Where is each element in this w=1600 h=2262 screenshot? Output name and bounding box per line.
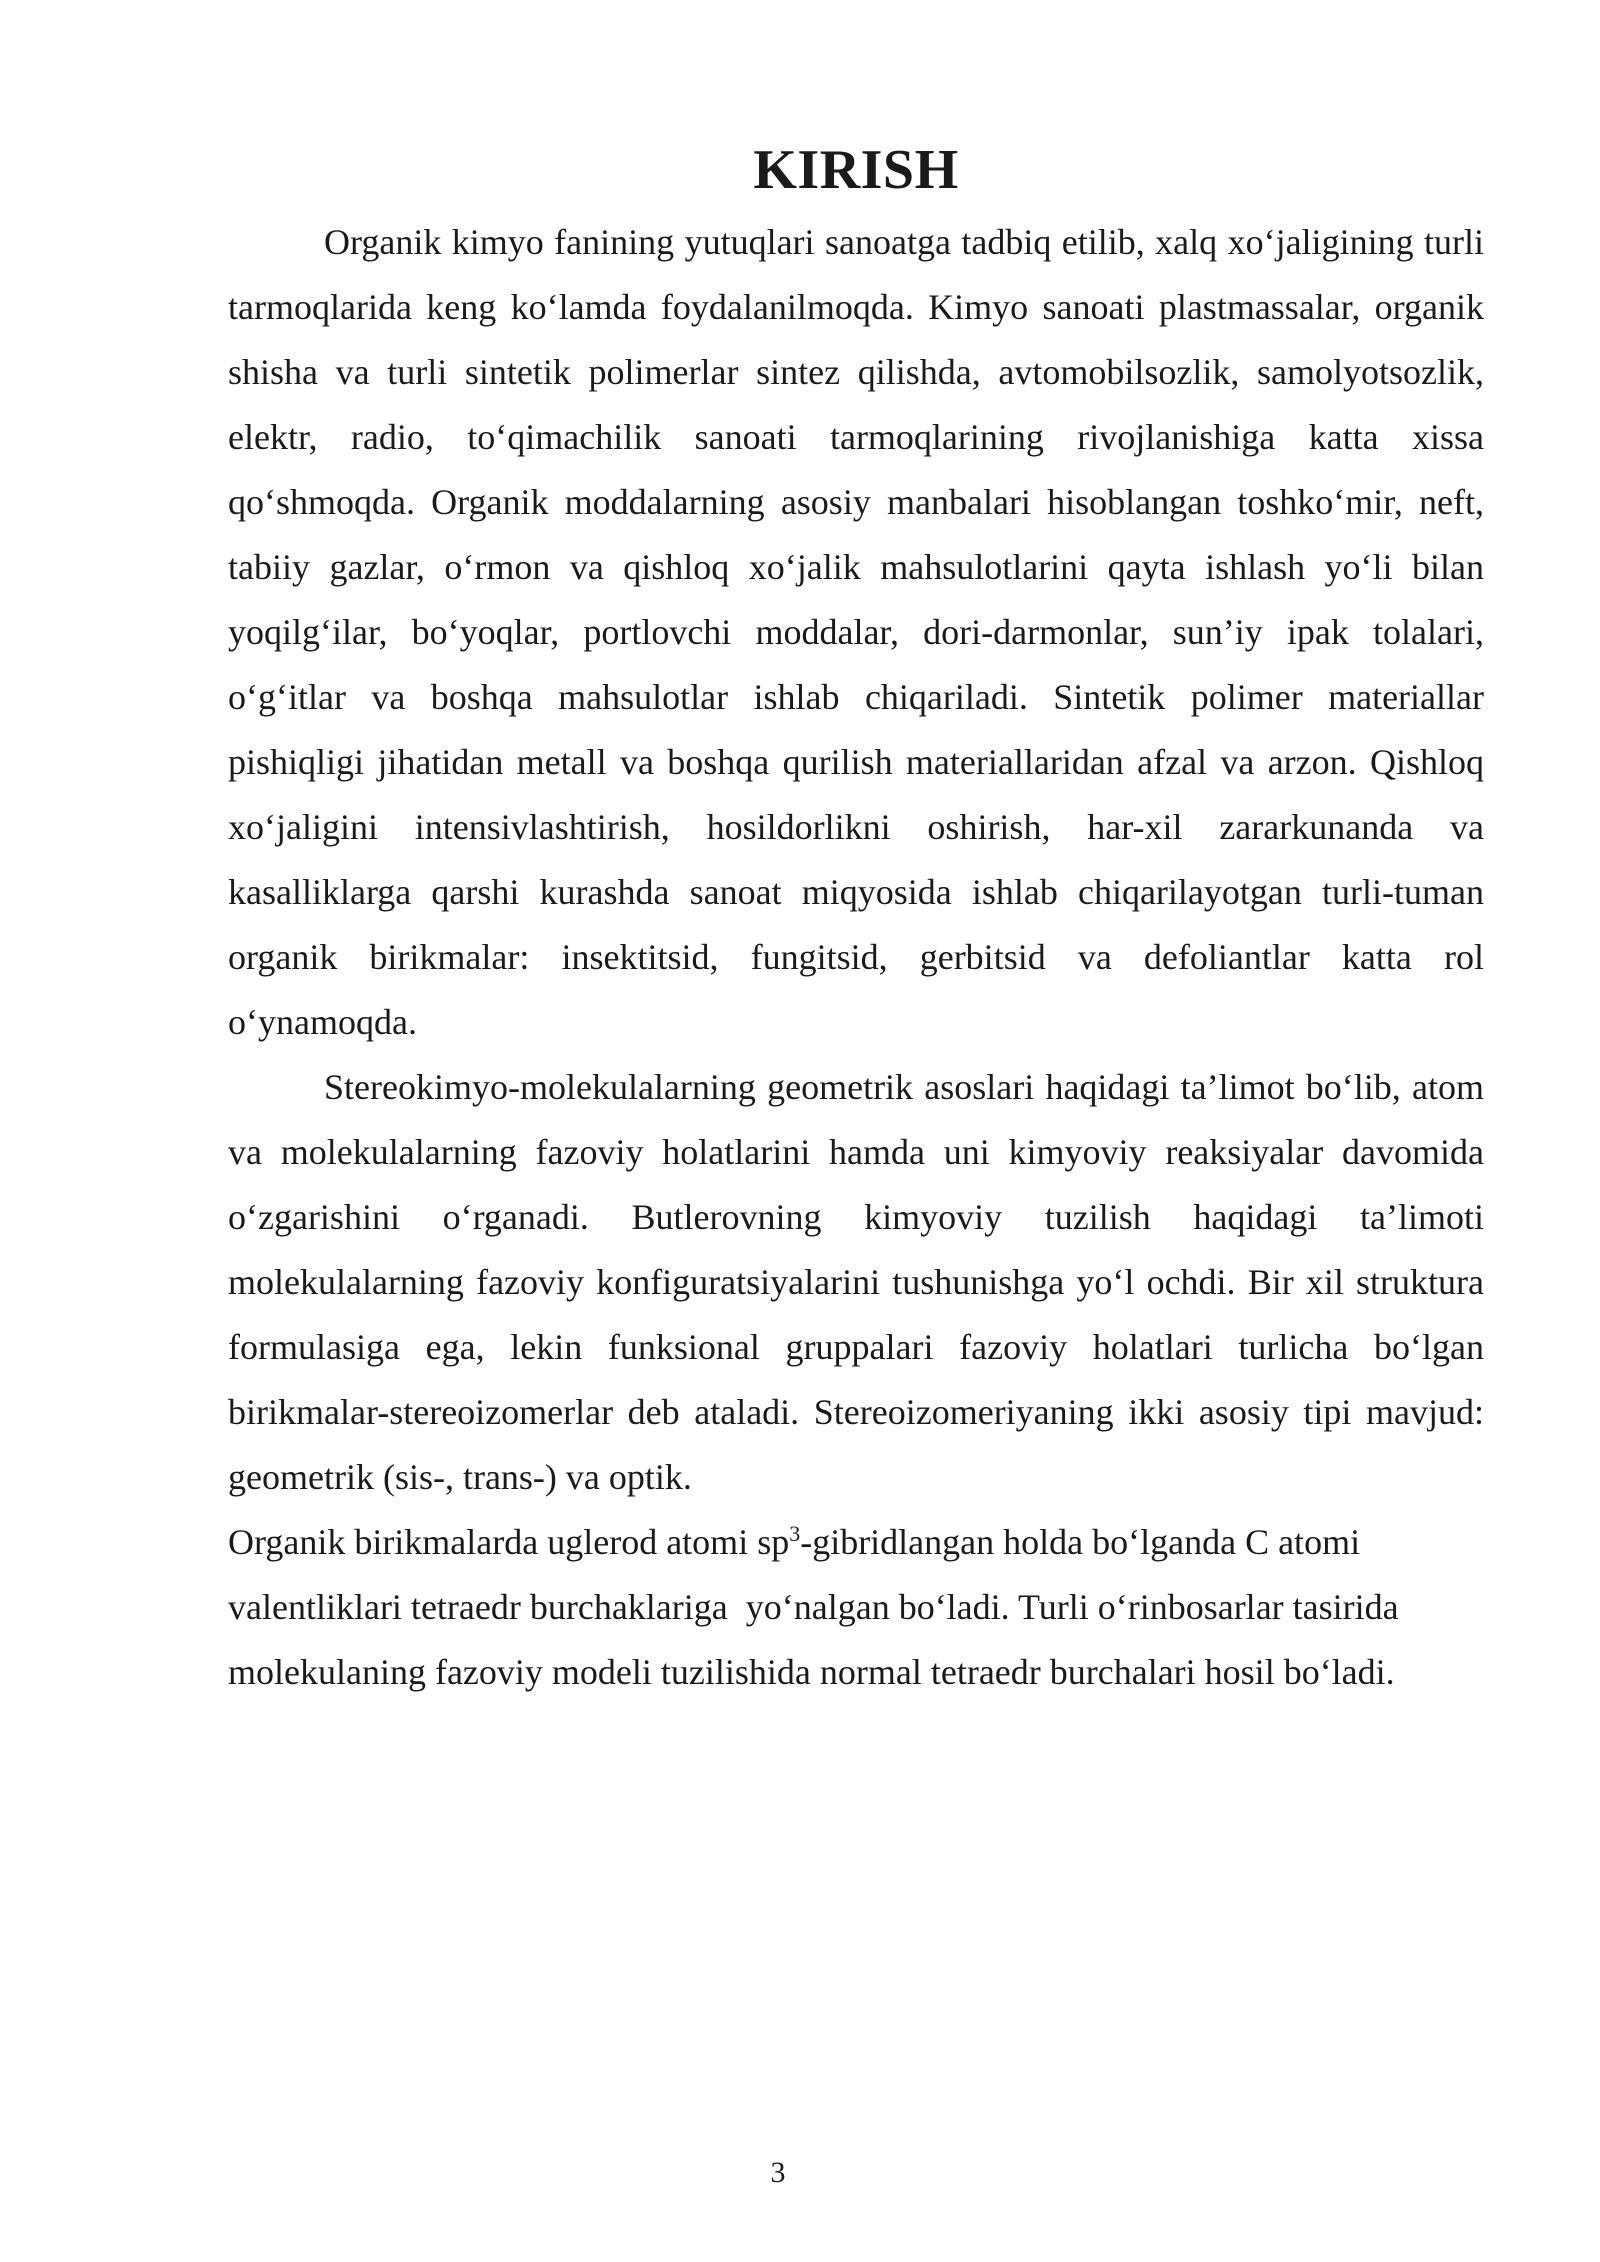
- hybridization-text-end: -gibridlangan holda bo‘lganda C atomi: [800, 1522, 1361, 1562]
- hybridization-line-1: [228, 1510, 1484, 1575]
- page-number: 3: [770, 2156, 786, 2189]
- document-page: [228, 130, 1484, 1705]
- hybridization-line-2: valentliklari tetraedr burchaklariga yo‘nalgan bo‘ladi. Turli o‘rinbosarlar tasirida: [228, 1587, 1399, 1627]
- superscript-3: 3: [789, 1521, 801, 1546]
- hybridization-text-start: Organik birikmalarda uglerod atomi sp: [228, 1522, 790, 1562]
- hybridization-line-3: molekulaning fazoviy modeli tuzilishida normal tetraedr burchalari hosil bo‘ladi.: [228, 1652, 1395, 1692]
- paragraph-stereochemistry: Stereokimyo-molekulalarning geometrik asoslari haqidagi ta’limot bo‘lib, atom va molekulalarning fazoviy holatlarini hamda uni kimyoviy reaksiyalar davomida o‘zgarishini o‘rganadi. Butlerovning kimyoviy tuzilish haqidagi ta’limoti molekulalarning fazoviy konfiguratsiyalarini tushunishga yo‘l ochdi. Bir xil struktura formulasiga ega, lekin funksional gruppalari fazoviy holatlari turlicha bo‘lgan birikmalar-stereoizomerlar deb ataladi. Stereoizomeriyaning ikki asosiy tipi mavjud: geometrik (sis-, trans-) va optik.: [228, 1067, 1484, 1497]
- paragraph-hybridization: [228, 1510, 1484, 1705]
- paragraph-intro: Organik kimyo fanining yutuqlari sanoatga tadbiq etilib, xalq xo‘jaligining turli tarmoqlarida keng ko‘lamda foydalanilmoqda. Kimyo sanoati plastmassalar, organik shisha va turli sintetik polimerlar sintez qilishda, avtomobilsozlik, samolyotsozlik, elektr, radio, to‘qimachilik sanoati tarmoqlarining rivojlanishiga katta xissa qo‘shmoqda. Organik moddalarning asosiy manbalari hisoblangan toshko‘mir, neft, tabiiy gazlar, o‘rmon va qishloq xo‘jalik mahsulotlarini qayta ishlash yo‘li bilan yoqilg‘ilar, bo‘yoqlar, portlovchi moddalar, dori-darmonlar, sun’iy ipak tolalari, o‘g‘itlar va boshqa mahsulotlar ishlab chiqariladi. Sintetik polimer materiallar pishiqligi jihatidan metall va boshqa qurilish materiallaridan afzal va arzon. Qishloq xo‘jaligini intensivlashtirish, hosildorlikni oshirish, har-xil zararkunanda va kasalliklarga qarshi kurashda sanoat miqyosida ishlab chiqarilayotgan turli-tuman organik birikmalar: insektitsid, fungitsid, gerbitsid va defoliantlar katta rol o‘ynamoqda.: [228, 222, 1484, 1042]
- page-title: KIRISH: [753, 139, 959, 201]
